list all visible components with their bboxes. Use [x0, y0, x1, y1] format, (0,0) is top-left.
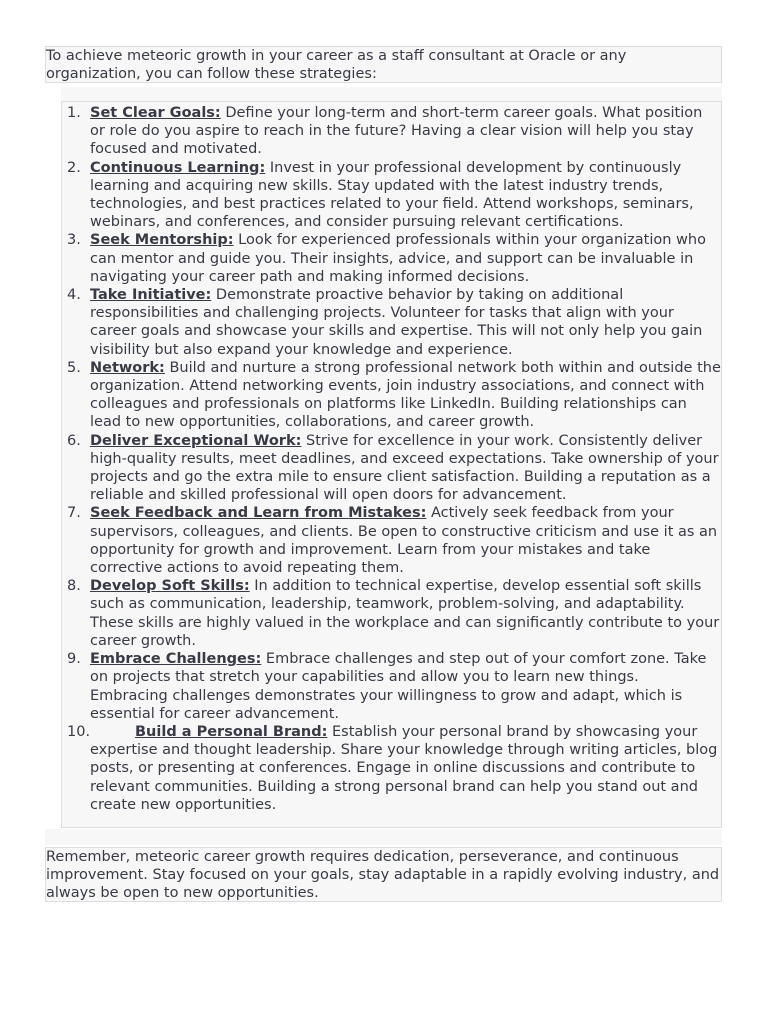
list-item-number: 6.	[67, 432, 81, 449]
intro-block	[45, 46, 722, 83]
list-item-title: Embrace Challenges:	[90, 651, 262, 668]
list-item-title: Deliver Exceptional Work:	[90, 432, 302, 449]
list-item-text: Define your long-term and short-term career goals. What position or role do you aspire to reach in the future? Having a clear vision will help you stay focused and motivated.	[90, 105, 703, 158]
list-item-title: Seek Feedback and Learn from Mistakes:	[90, 505, 427, 522]
list-top-spacer	[61, 87, 722, 101]
list-item-number: 8.	[67, 578, 81, 595]
list-item-text: Actively seek feedback from your supervisors, colleagues, and clients. Be open to constructive criticism and use it as an opportunity for growth and improvement. Learn from your mistakes and take corrective actions to avoid repeating them.	[90, 505, 718, 577]
list-item-title: Build a Personal Brand:	[135, 723, 328, 740]
list-item-number: 7.	[67, 505, 81, 522]
list-item-text: Establish your personal brand by showcasing your expertise and thought leadership. Share your knowledge through writing articles, blog posts, or presenting at conferences. Engage in online discussions and contribute to relevant communities. Building a strong personal brand can help you stand out and create new opportunities.	[90, 723, 718, 813]
list-item-title: Set Clear Goals:	[90, 105, 221, 121]
list-item	[62, 723, 721, 814]
list-item-number: 1.	[67, 105, 81, 121]
list-item	[62, 432, 721, 505]
list-item-text: In addition to technical expertise, develop essential soft skills such as communication, leadership, teamwork, problem-solving, and adaptability. These skills are highly valued in the workplace and can significantly contribute to your career growth.	[90, 578, 720, 649]
list-item-text: Embrace challenges and step out of your comfort zone. Take on projects that stretch your capabilities and allow you to learn new things. Embracing challenges demonstrates your willingness to grow and adapt, which is essential for career advancement.	[90, 651, 707, 722]
list-item-title: Network:	[90, 359, 165, 376]
strategies-list	[62, 102, 721, 814]
list-item	[62, 504, 721, 577]
list-item-text: Demonstrate proactive behavior by taking on additional responsibilities and challenging projects. Volunteer for tasks that align with your career goals and showcase your skills and expertise. This will not only help you gain visibility but also expand your knowledge and experience.	[90, 287, 703, 358]
list-item-number: 4.	[67, 287, 81, 304]
list-item	[62, 159, 721, 232]
list-item-number: 3.	[67, 232, 81, 249]
list-item	[62, 104, 721, 159]
list-item-number: 5.	[67, 359, 81, 376]
list-item-number: 9.	[67, 651, 81, 668]
intro-paragraph: To achieve meteoric growth in your career as a staff consultant at Oracle or any organization, you can follow these strategies:	[46, 48, 627, 83]
list-item	[62, 231, 721, 286]
outro-paragraph: Remember, meteoric career growth requires dedication, perseverance, and continuous improvement. Stay focused on your goals, stay adaptable in a rapidly evolving industry, and always be open to new opportunities.	[46, 849, 720, 902]
list-item-text: Build and nurture a strong professional network both within and outside the organization. Attend networking events, join industry associations, and connect with colleagues and professionals on platforms like LinkedIn. Building relationships can lead to new opportunities, collaborations, and career growth.	[90, 359, 721, 431]
list-item-title: Develop Soft Skills:	[90, 578, 250, 595]
list-item-text: Invest in your professional development by continuously learning and acquiring new skills. Stay updated with the latest industry trends, technologies, and best practices related to your field. Attend workshops, seminars, webinars, and conferences, and consider pursuing relevant certifications.	[90, 159, 694, 231]
list-item	[62, 286, 721, 359]
list-item-text: Strive for excellence in your work. Consistently deliver high-quality results, meet deadlines, and exceed expectations. Take ownership of your projects and go the extra mile to ensure client satisfaction. Building a reputation as a reliable and skilled professional will open doors for advancement.	[90, 432, 719, 504]
list-bottom-spacer	[45, 829, 722, 845]
strategies-list-box	[61, 101, 722, 828]
list-item-title: Seek Mentorship:	[90, 232, 234, 249]
list-item	[62, 650, 721, 723]
list-item-title: Take Initiative:	[90, 287, 212, 304]
list-item-text: Look for experienced professionals within your organization who can mentor and guide you. Their insights, advice, and support can be invaluable in navigating your career path and making informed decisions.	[90, 232, 706, 285]
list-item-number: 2.	[67, 159, 81, 176]
list-item	[62, 577, 721, 650]
list-item-title: Continuous Learning:	[90, 159, 266, 176]
list-item	[62, 359, 721, 432]
list-item-number: 10.	[67, 723, 91, 740]
outro-block	[45, 847, 722, 902]
